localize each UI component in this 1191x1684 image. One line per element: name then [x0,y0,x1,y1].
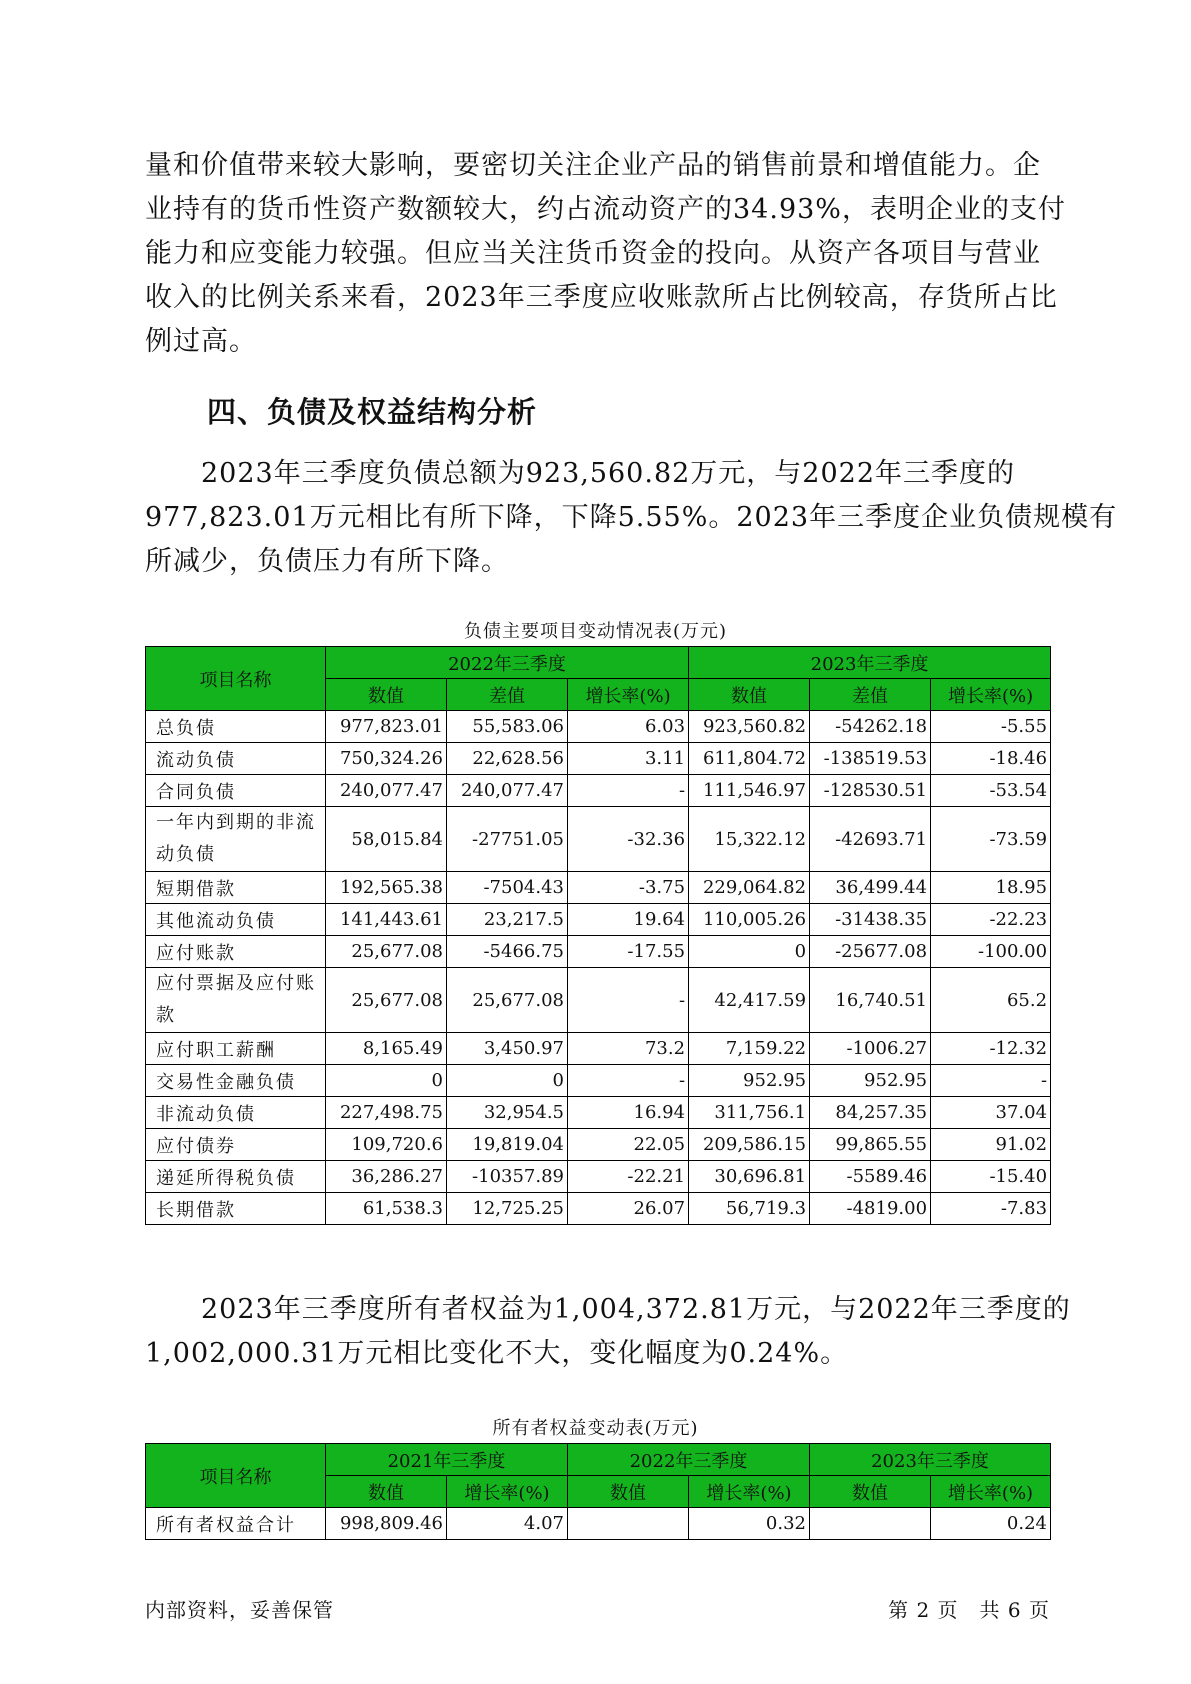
item-name-header: 项目名称 [146,1444,326,1508]
sub-header: 数值 [326,1476,447,1508]
table-cell: -7.83 [931,1193,1051,1225]
table-cell: 4.07 [447,1508,568,1540]
table-cell: 56,719.3 [689,1193,810,1225]
table-cell: 227,498.75 [326,1097,447,1129]
table-cell: -100.00 [931,936,1051,968]
table-cell: 58,015.84 [326,807,447,872]
table-row [146,711,1051,743]
table-cell: 15,322.12 [689,807,810,872]
row-label: 其他流动负债 [146,904,326,936]
table-cell: 12,725.25 [447,1193,568,1225]
table-cell: -18.46 [931,743,1051,775]
debt-table-caption: 负债主要项目变动情况表(万元) [463,621,728,642]
table-cell: - [568,968,689,1033]
table-cell: 0 [447,1065,568,1097]
table-cell: 25,677.08 [326,936,447,968]
table-cell: 209,586.15 [689,1129,810,1161]
table-cell: 109,720.6 [326,1129,447,1161]
table-cell: -31438.35 [810,904,931,936]
sub-header: 数值 [689,679,810,711]
equity-table [145,1443,1051,1540]
sub-header: 差值 [447,679,568,711]
table-cell: 91.02 [931,1129,1051,1161]
table-cell: 3.11 [568,743,689,775]
table-cell: -17.55 [568,936,689,968]
table-cell: -22.23 [931,904,1051,936]
table-cell: -1006.27 [810,1033,931,1065]
row-label: 合同负债 [146,775,326,807]
period-header: 2023年三季度 [689,647,1051,679]
equity-line: 2023年三季度所有者权益为1,004,372.81万元，与2022年三季度的 [145,1294,1071,1325]
row-label: 交易性金融负债 [146,1065,326,1097]
row-label: 流动负债 [146,743,326,775]
table-cell: -27751.05 [447,807,568,872]
row-label: 应付票据及应付账款 [146,968,326,1033]
table-cell: -138519.53 [810,743,931,775]
sub-header: 差值 [810,679,931,711]
table-cell: 84,257.35 [810,1097,931,1129]
sub-header: 增长率(%) [931,679,1051,711]
intro-paragraph [145,144,1066,364]
table-cell: - [568,775,689,807]
sub-header: 增长率(%) [931,1476,1051,1508]
table-row [146,1097,1051,1129]
intro-line: 例过高。 [145,326,257,357]
period-header: 2022年三季度 [326,647,689,679]
table-cell: 55,583.06 [447,711,568,743]
debt-table-body [146,711,1051,1225]
table-cell [568,1508,689,1540]
table-cell: -32.36 [568,807,689,872]
row-label: 非流动负债 [146,1097,326,1129]
table-cell: 42,417.59 [689,968,810,1033]
table-row [146,1065,1051,1097]
table-cell: 8,165.49 [326,1033,447,1065]
table-cell: 611,804.72 [689,743,810,775]
table-cell: - [568,1065,689,1097]
table-row [146,904,1051,936]
sub-header: 数值 [326,679,447,711]
table-cell: 73.2 [568,1033,689,1065]
table-cell: 25,677.08 [447,968,568,1033]
table-cell: -128530.51 [810,775,931,807]
table-cell: 6.03 [568,711,689,743]
table-cell: 22,628.56 [447,743,568,775]
debt-line: 所减少，负债压力有所下降。 [145,546,509,577]
intro-line: 能力和应变能力较强。但应当关注货币资金的投向。从资产各项目与营业 [145,238,1041,269]
equity-table-caption: 所有者权益变动表(万元) [492,1418,699,1439]
table-row [146,872,1051,904]
row-label: 应付职工薪酬 [146,1033,326,1065]
row-label: 递延所得税负债 [146,1161,326,1193]
table-cell: 7,159.22 [689,1033,810,1065]
equity-line: 1,002,000.31万元相比变化不大，变化幅度为0.24%。 [145,1338,849,1369]
intro-line: 收入的比例关系来看，2023年三季度应收账款所占比例较高，存货所占比 [145,282,1058,313]
table-cell: -10357.89 [447,1161,568,1193]
table-cell: -5589.46 [810,1161,931,1193]
table-cell: 111,546.97 [689,775,810,807]
table-cell: 25,677.08 [326,968,447,1033]
table-cell: 99,865.55 [810,1129,931,1161]
table-cell: - [931,1065,1051,1097]
table-cell: -4819.00 [810,1193,931,1225]
table-row [146,1129,1051,1161]
debt-paragraph [145,452,1118,584]
table-cell: -5466.75 [447,936,568,968]
table-cell: 23,217.5 [447,904,568,936]
table-cell: 37.04 [931,1097,1051,1129]
table-cell: -42693.71 [810,807,931,872]
table-cell: -25677.08 [810,936,931,968]
debt-line: 977,823.01万元相比有所下降，下降5.55%。2023年三季度企业负债规模有 [145,502,1118,533]
table-row [146,775,1051,807]
table-cell: 22.05 [568,1129,689,1161]
sub-header: 数值 [568,1476,689,1508]
table-cell [810,1508,931,1540]
item-name-header: 项目名称 [146,647,326,711]
row-label: 总负债 [146,711,326,743]
debt-table [145,646,1051,1225]
table-cell: 19.64 [568,904,689,936]
table-row [146,1193,1051,1225]
table-cell: -7504.43 [447,872,568,904]
table-cell: -12.32 [931,1033,1051,1065]
table-row [146,807,1051,872]
table-row [146,968,1051,1033]
table-cell: 0.24 [931,1508,1051,1540]
table-row [146,1033,1051,1065]
sub-header: 增长率(%) [447,1476,568,1508]
table-cell: 952.95 [689,1065,810,1097]
table-cell: 110,005.26 [689,904,810,936]
section-heading: 四、负债及权益结构分析 [207,395,538,429]
row-label: 应付账款 [146,936,326,968]
table-cell: 16,740.51 [810,968,931,1033]
equity-table-body [146,1508,1051,1540]
table-cell: 18.95 [931,872,1051,904]
row-label: 应付债券 [146,1129,326,1161]
row-label: 一年内到期的非流动负债 [146,807,326,872]
row-label: 长期借款 [146,1193,326,1225]
table-cell: 65.2 [931,968,1051,1033]
equity-paragraph [145,1288,1071,1376]
sub-header: 增长率(%) [689,1476,810,1508]
table-cell: 977,823.01 [326,711,447,743]
period-header: 2022年三季度 [568,1444,810,1476]
table-cell: 750,324.26 [326,743,447,775]
intro-line: 量和价值带来较大影响，要密切关注企业产品的销售前景和增值能力。企 [145,150,1041,181]
table-cell: 240,077.47 [447,775,568,807]
table-row [146,1508,1051,1540]
table-cell: 0 [326,1065,447,1097]
table-cell: 923,560.82 [689,711,810,743]
table-cell: 0 [689,936,810,968]
table-cell: 141,443.61 [326,904,447,936]
sub-header: 数值 [810,1476,931,1508]
table-cell: 16.94 [568,1097,689,1129]
period-header: 2021年三季度 [326,1444,568,1476]
sub-header: 增长率(%) [568,679,689,711]
table-cell: 61,538.3 [326,1193,447,1225]
table-cell: 192,565.38 [326,872,447,904]
period-header: 2023年三季度 [810,1444,1051,1476]
table-cell: 240,077.47 [326,775,447,807]
footer-page-number: 第 2 页 共 6 页 [888,1598,1050,1622]
row-label: 所有者权益合计 [146,1508,326,1540]
table-cell: 32,954.5 [447,1097,568,1129]
table-cell: 229,064.82 [689,872,810,904]
table-cell: -73.59 [931,807,1051,872]
table-cell: -22.21 [568,1161,689,1193]
row-label: 短期借款 [146,872,326,904]
intro-line: 业持有的货币性资产数额较大，约占流动资产的34.93%，表明企业的支付 [145,194,1066,225]
table-cell: -15.40 [931,1161,1051,1193]
table-cell: 998,809.46 [326,1508,447,1540]
table-cell: -5.55 [931,711,1051,743]
table-cell: 19,819.04 [447,1129,568,1161]
table-cell: -54262.18 [810,711,931,743]
table-row [146,743,1051,775]
table-row [146,1161,1051,1193]
table-cell: 0.32 [689,1508,810,1540]
table-cell: 952.95 [810,1065,931,1097]
table-cell: 311,756.1 [689,1097,810,1129]
footer-confidential: 内部资料，妥善保管 [145,1598,334,1622]
table-cell: 3,450.97 [447,1033,568,1065]
table-cell: 36,286.27 [326,1161,447,1193]
table-cell: 30,696.81 [689,1161,810,1193]
table-cell: -53.54 [931,775,1051,807]
table-cell: 36,499.44 [810,872,931,904]
table-cell: -3.75 [568,872,689,904]
table-cell: 26.07 [568,1193,689,1225]
debt-line: 2023年三季度负债总额为923,560.82万元，与2022年三季度的 [145,458,1016,489]
table-row [146,936,1051,968]
